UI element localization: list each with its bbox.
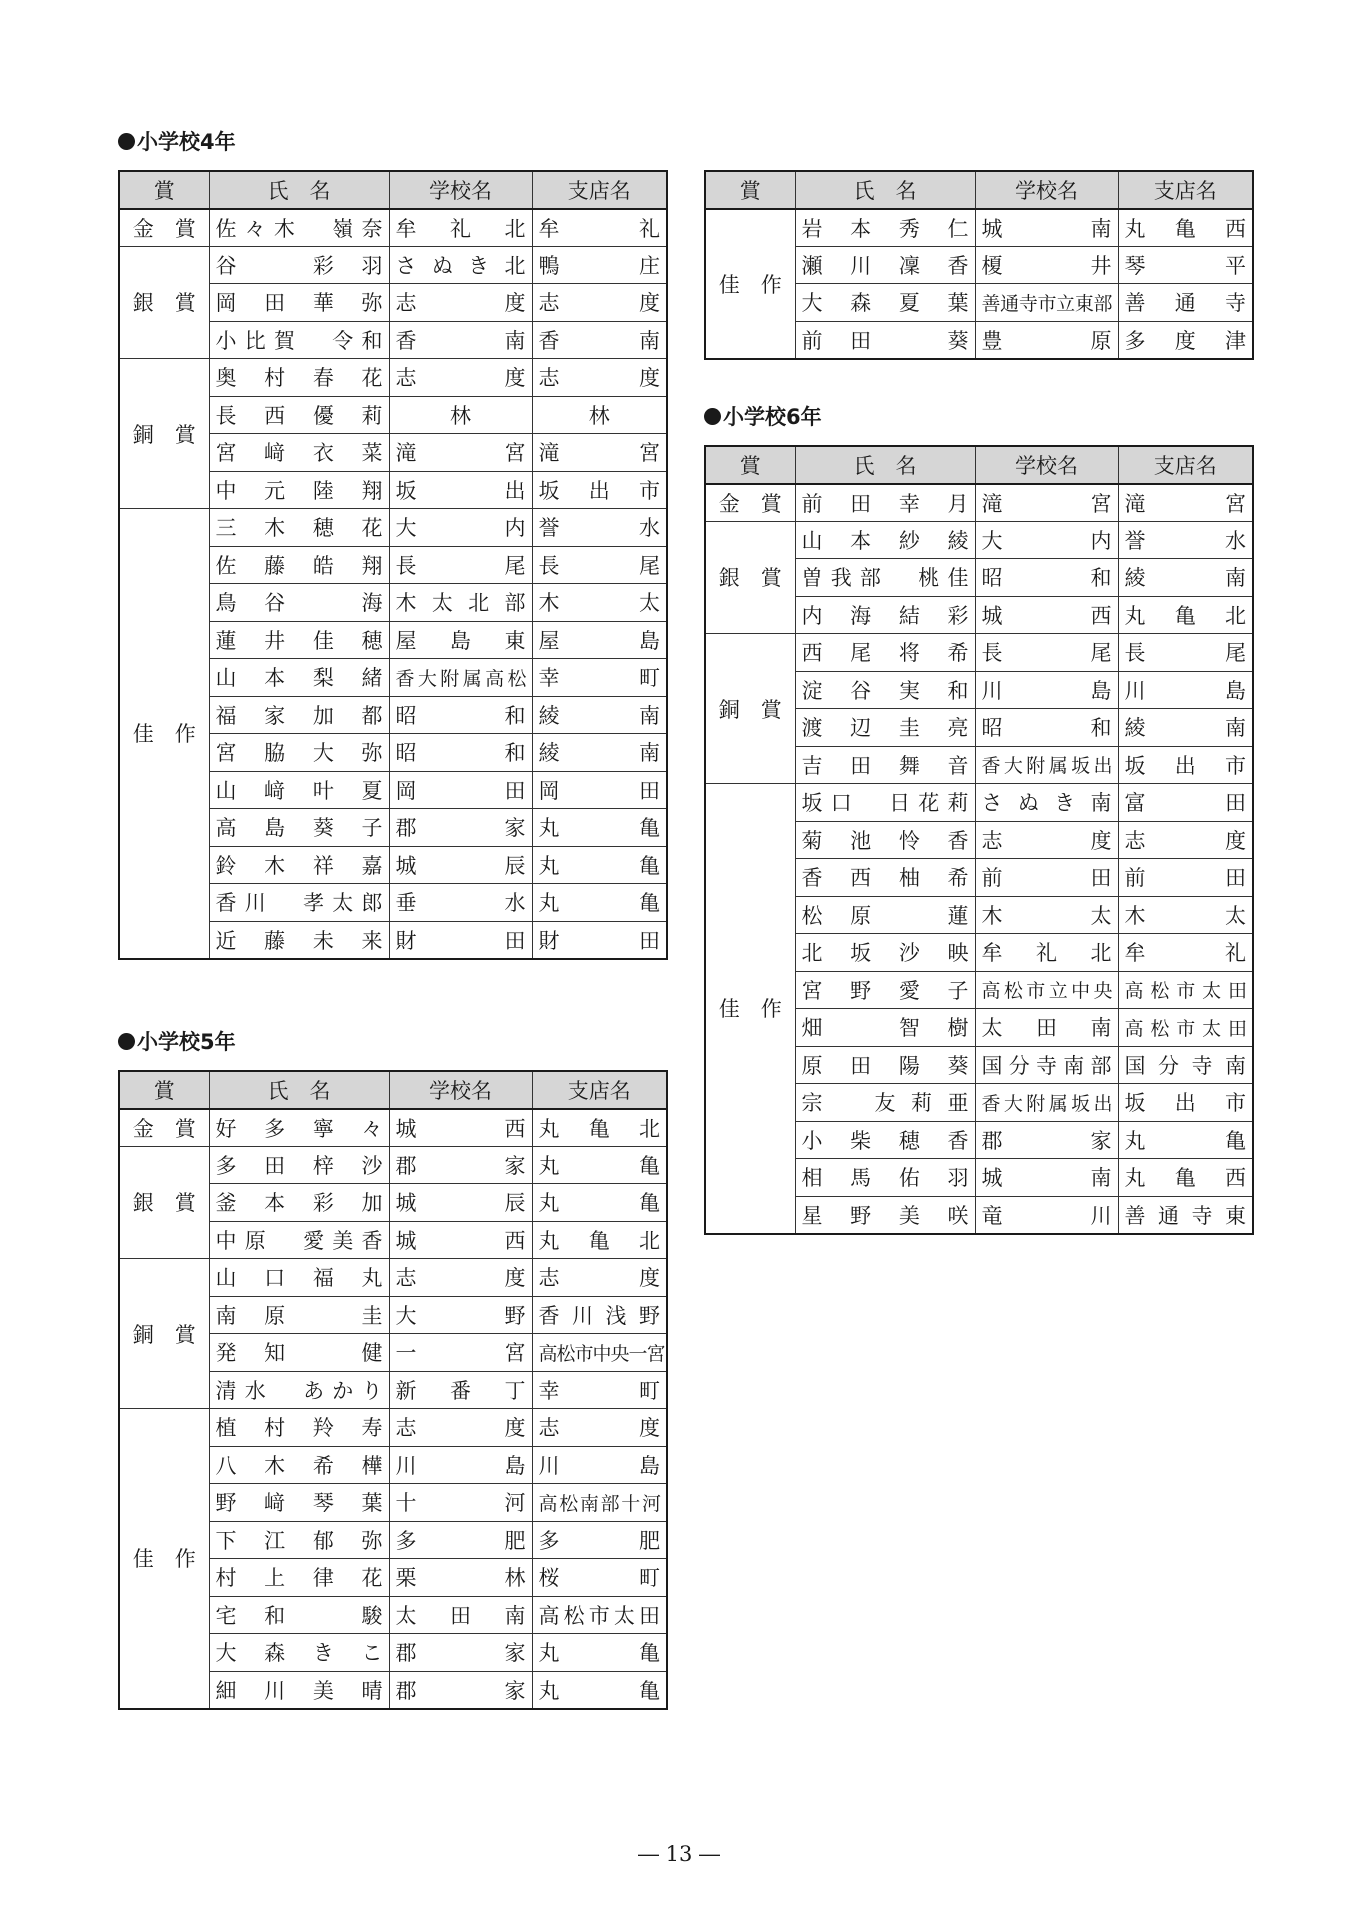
school-cell: さぬき南 [975, 784, 1118, 822]
name-cell: 鳥谷 海 [209, 584, 389, 622]
branch-cell: 綾南 [532, 696, 667, 734]
school-cell: 志度 [389, 1259, 532, 1297]
prize-cell: 金 賞 [705, 484, 795, 522]
header-row [705, 446, 1253, 484]
school-cell: 郡家 [975, 1121, 1118, 1159]
name-cell: 曽我部 桃佳 [795, 559, 975, 597]
school-cell: 十河 [389, 1484, 532, 1522]
branch-cell: 川島 [532, 1446, 667, 1484]
school-cell: 城南 [975, 1159, 1118, 1197]
name-cell: 前田 葵 [795, 321, 975, 359]
school-cell: 城南 [975, 209, 1118, 247]
prize-cell: 佳 作 [119, 509, 209, 959]
branch-cell: 牟礼 [532, 209, 667, 247]
branch-cell: 高松市中央一宮 [532, 1334, 667, 1372]
school-cell: 木太北部 [389, 584, 532, 622]
school-cell: 川島 [389, 1446, 532, 1484]
branch-cell: 綾南 [1118, 559, 1253, 597]
name-cell: 近藤未来 [209, 921, 389, 959]
branch-cell: 善通寺 [1118, 284, 1253, 322]
prize-cell: 金 賞 [119, 1109, 209, 1147]
header-name: 氏 名 [209, 171, 389, 209]
school-cell: 昭和 [975, 709, 1118, 747]
awards-table-grade4-continued [704, 170, 1254, 360]
name-cell: 渡辺圭亮 [795, 709, 975, 747]
header-name: 氏 名 [795, 446, 975, 484]
school-cell: 郡家 [389, 1671, 532, 1709]
branch-cell: 多肥 [532, 1521, 667, 1559]
name-cell: 香西柚希 [795, 859, 975, 897]
prize-cell: 銀 賞 [119, 246, 209, 359]
header-row [119, 171, 667, 209]
name-cell: 山口福丸 [209, 1259, 389, 1297]
name-cell: 山﨑叶夏 [209, 771, 389, 809]
name-cell: 三木穂花 [209, 509, 389, 547]
table-row [705, 521, 1253, 559]
awards-table-grade4 [118, 170, 668, 960]
name-cell: 野﨑琴葉 [209, 1484, 389, 1522]
school-cell: 豊原 [975, 321, 1118, 359]
name-cell: 瀬川凜香 [795, 246, 975, 284]
name-cell: 村上律花 [209, 1559, 389, 1597]
prize-cell: 銀 賞 [119, 1146, 209, 1259]
bullet-icon [118, 1033, 135, 1050]
school-cell: 昭和 [389, 696, 532, 734]
school-cell: 大内 [389, 509, 532, 547]
name-cell: 松原 蓮 [795, 896, 975, 934]
school-cell: 太田南 [975, 1009, 1118, 1047]
name-cell: 山本紗綾 [795, 521, 975, 559]
school-cell: 香南 [389, 321, 532, 359]
name-cell: 吉田舞音 [795, 746, 975, 784]
branch-cell: 長尾 [1118, 634, 1253, 672]
school-cell: 城辰 [389, 846, 532, 884]
branch-cell: 坂出市 [532, 471, 667, 509]
school-cell: 城辰 [389, 1184, 532, 1222]
name-cell: 細川美晴 [209, 1671, 389, 1709]
branch-cell: 屋島 [532, 621, 667, 659]
prize-cell: 佳 作 [705, 209, 795, 359]
branch-cell: 高松南部十河 [532, 1484, 667, 1522]
name-cell: 多田梓沙 [209, 1146, 389, 1184]
header-prize: 賞 [705, 171, 795, 209]
branch-cell: 幸町 [532, 1371, 667, 1409]
branch-cell: 丸亀北 [1118, 596, 1253, 634]
header-school: 学校名 [975, 171, 1118, 209]
page-number: ― 13 ― [637, 1842, 721, 1866]
school-cell: 多肥 [389, 1521, 532, 1559]
school-cell: 香大附属高松 [389, 659, 532, 697]
header-branch: 支店名 [1118, 171, 1253, 209]
name-cell: 宮脇大弥 [209, 734, 389, 772]
branch-cell: 誉水 [1118, 521, 1253, 559]
name-cell: 植村羚寿 [209, 1409, 389, 1447]
table-row [705, 784, 1253, 822]
branch-cell: 鴨庄 [532, 246, 667, 284]
name-cell: 大森夏葉 [795, 284, 975, 322]
school-cell: 香大附属坂出 [975, 1084, 1118, 1122]
branch-cell: 幸町 [532, 659, 667, 697]
branch-cell: 岡田 [532, 771, 667, 809]
table-row [119, 359, 667, 397]
school-cell: 志度 [389, 284, 532, 322]
heading-grade4: 小学校4年 [118, 130, 236, 154]
name-cell: 小柴穂香 [795, 1121, 975, 1159]
branch-cell: 林 [532, 396, 667, 434]
school-cell: 滝宮 [389, 434, 532, 472]
school-cell: 垂水 [389, 884, 532, 922]
school-cell: 城西 [975, 596, 1118, 634]
name-cell: 北坂沙映 [795, 934, 975, 972]
branch-cell: 丸亀北 [532, 1221, 667, 1259]
name-cell: 岡田華弥 [209, 284, 389, 322]
school-cell: 長尾 [389, 546, 532, 584]
branch-cell: 丸亀 [532, 809, 667, 847]
name-cell: 菊池怜香 [795, 821, 975, 859]
branch-cell: 丸亀 [532, 884, 667, 922]
branch-cell: 誉水 [532, 509, 667, 547]
header-name: 氏 名 [209, 1071, 389, 1109]
branch-cell: 多度津 [1118, 321, 1253, 359]
header-school: 学校名 [389, 1071, 532, 1109]
name-cell: 中元陸翔 [209, 471, 389, 509]
name-cell: 好多寧々 [209, 1109, 389, 1147]
school-cell: 郡家 [389, 1634, 532, 1672]
name-cell: 宮野愛子 [795, 971, 975, 1009]
school-cell: 志度 [389, 1409, 532, 1447]
branch-cell: 志度 [1118, 821, 1253, 859]
table-row [705, 634, 1253, 672]
name-cell: 中原 愛美香 [209, 1221, 389, 1259]
awards-table-grade6 [704, 445, 1254, 1235]
branch-cell: 川島 [1118, 671, 1253, 709]
table-row [119, 1109, 667, 1147]
school-cell: 国分寺南部 [975, 1046, 1118, 1084]
heading-grade5: 小学校5年 [118, 1030, 236, 1054]
branch-cell: 財田 [532, 921, 667, 959]
header-prize: 賞 [705, 446, 795, 484]
name-cell: 小比賀 令和 [209, 321, 389, 359]
branch-cell: 丸亀北 [532, 1109, 667, 1147]
name-cell: 宮﨑衣菜 [209, 434, 389, 472]
school-cell: 坂出 [389, 471, 532, 509]
name-cell: 相馬佑羽 [795, 1159, 975, 1197]
name-cell: 福家加都 [209, 696, 389, 734]
prize-cell: 佳 作 [119, 1409, 209, 1709]
name-cell: 岩本秀仁 [795, 209, 975, 247]
school-cell: 前田 [975, 859, 1118, 897]
name-cell: 西尾将希 [795, 634, 975, 672]
branch-cell: 志度 [532, 1259, 667, 1297]
name-cell: 奥村春花 [209, 359, 389, 397]
school-cell: 郡家 [389, 809, 532, 847]
prize-cell: 銀 賞 [705, 521, 795, 634]
name-cell: 畑 智樹 [795, 1009, 975, 1047]
branch-cell: 丸亀 [1118, 1121, 1253, 1159]
name-cell: 谷 彩羽 [209, 246, 389, 284]
school-cell: 昭和 [975, 559, 1118, 597]
school-cell: 川島 [975, 671, 1118, 709]
name-cell: 宅和 駿 [209, 1596, 389, 1634]
table-row [119, 209, 667, 247]
school-cell: 竜川 [975, 1196, 1118, 1234]
name-cell: 淀谷実和 [795, 671, 975, 709]
school-cell: 郡家 [389, 1146, 532, 1184]
branch-cell: 香南 [532, 321, 667, 359]
branch-cell: 高松市太田 [1118, 971, 1253, 1009]
branch-cell: 木太 [532, 584, 667, 622]
prize-cell: 銅 賞 [705, 634, 795, 784]
school-cell: 木太 [975, 896, 1118, 934]
name-cell: 内海結彩 [795, 596, 975, 634]
branch-cell: 志度 [532, 284, 667, 322]
school-cell: 滝宮 [975, 484, 1118, 522]
name-cell: 長西優莉 [209, 396, 389, 434]
school-cell: 大野 [389, 1296, 532, 1334]
school-cell: 善通寺市立東部 [975, 284, 1118, 322]
name-cell: 佐々木 嶺奈 [209, 209, 389, 247]
header-branch: 支店名 [532, 1071, 667, 1109]
school-cell: 大内 [975, 521, 1118, 559]
school-cell: 財田 [389, 921, 532, 959]
table-row [705, 209, 1253, 247]
branch-cell: 善通寺東 [1118, 1196, 1253, 1234]
branch-cell: 志度 [532, 1409, 667, 1447]
name-cell: 鈴木祥嘉 [209, 846, 389, 884]
branch-cell: 滝宮 [1118, 484, 1253, 522]
heading-grade6: 小学校6年 [704, 405, 822, 429]
branch-cell: 高松市太田 [532, 1596, 667, 1634]
branch-cell: 丸亀西 [1118, 209, 1253, 247]
header-prize: 賞 [119, 171, 209, 209]
awards-table-grade5 [118, 1070, 668, 1710]
name-cell: 星野美咲 [795, 1196, 975, 1234]
bullet-icon [704, 408, 721, 425]
branch-cell: 志度 [532, 359, 667, 397]
name-cell: 大森きこ [209, 1634, 389, 1672]
branch-cell: 丸亀 [532, 1184, 667, 1222]
table-row [119, 246, 667, 284]
header-name: 氏 名 [795, 171, 975, 209]
name-cell: 蓮井佳穂 [209, 621, 389, 659]
prize-cell: 銅 賞 [119, 359, 209, 509]
branch-cell: 丸亀 [532, 846, 667, 884]
name-cell: 原田陽葵 [795, 1046, 975, 1084]
branch-cell: 富田 [1118, 784, 1253, 822]
branch-cell: 坂出市 [1118, 1084, 1253, 1122]
branch-cell: 長尾 [532, 546, 667, 584]
school-cell: 長尾 [975, 634, 1118, 672]
branch-cell: 香川浅野 [532, 1296, 667, 1334]
branch-cell: 高松市太田 [1118, 1009, 1253, 1047]
table-row [119, 1259, 667, 1297]
school-cell: 高松市立中央 [975, 971, 1118, 1009]
prize-cell: 銅 賞 [119, 1259, 209, 1409]
name-cell: 八木希樺 [209, 1446, 389, 1484]
table-row [119, 1146, 667, 1184]
branch-cell: 木太 [1118, 896, 1253, 934]
branch-cell: 滝宮 [532, 434, 667, 472]
name-cell: 宗 友莉亜 [795, 1084, 975, 1122]
school-cell: さぬき北 [389, 246, 532, 284]
school-cell: 太田南 [389, 1596, 532, 1634]
name-cell: 発知 健 [209, 1334, 389, 1372]
name-cell: 釜本彩加 [209, 1184, 389, 1222]
school-cell: 岡田 [389, 771, 532, 809]
prize-cell: 金 賞 [119, 209, 209, 247]
branch-cell: 国分寺南 [1118, 1046, 1253, 1084]
name-cell: 高島葵子 [209, 809, 389, 847]
header-branch: 支店名 [532, 171, 667, 209]
branch-cell: 牟礼 [1118, 934, 1253, 972]
school-cell: 榎井 [975, 246, 1118, 284]
school-cell: 屋島東 [389, 621, 532, 659]
header-branch: 支店名 [1118, 446, 1253, 484]
header-school: 学校名 [389, 171, 532, 209]
school-cell: 志度 [975, 821, 1118, 859]
branch-cell: 前田 [1118, 859, 1253, 897]
school-cell: 昭和 [389, 734, 532, 772]
branch-cell: 綾南 [532, 734, 667, 772]
school-cell: 城西 [389, 1109, 532, 1147]
name-cell: 佐藤皓翔 [209, 546, 389, 584]
name-cell: 南原 圭 [209, 1296, 389, 1334]
header-row [705, 171, 1253, 209]
name-cell: 前田幸月 [795, 484, 975, 522]
branch-cell: 桜町 [532, 1559, 667, 1597]
name-cell: 坂口 日花莉 [795, 784, 975, 822]
school-cell: 林 [389, 396, 532, 434]
table-row [705, 484, 1253, 522]
branch-cell: 丸亀 [532, 1671, 667, 1709]
school-cell: 城西 [389, 1221, 532, 1259]
name-cell: 清水 あかり [209, 1371, 389, 1409]
header-school: 学校名 [975, 446, 1118, 484]
prize-cell: 佳 作 [705, 784, 795, 1234]
school-cell: 栗林 [389, 1559, 532, 1597]
name-cell: 香川 孝太郎 [209, 884, 389, 922]
branch-cell: 丸亀 [532, 1146, 667, 1184]
branch-cell: 琴平 [1118, 246, 1253, 284]
name-cell: 山本梨緒 [209, 659, 389, 697]
school-cell: 香大附属坂出 [975, 746, 1118, 784]
header-row [119, 1071, 667, 1109]
branch-cell: 丸亀 [532, 1634, 667, 1672]
name-cell: 下江郁弥 [209, 1521, 389, 1559]
school-cell: 牟礼北 [975, 934, 1118, 972]
school-cell: 牟礼北 [389, 209, 532, 247]
table-row [119, 1409, 667, 1447]
header-prize: 賞 [119, 1071, 209, 1109]
branch-cell: 坂出市 [1118, 746, 1253, 784]
branch-cell: 綾南 [1118, 709, 1253, 747]
school-cell: 志度 [389, 359, 532, 397]
school-cell: 一宮 [389, 1334, 532, 1372]
branch-cell: 丸亀西 [1118, 1159, 1253, 1197]
table-row [119, 509, 667, 547]
school-cell: 新番丁 [389, 1371, 532, 1409]
bullet-icon [118, 133, 135, 150]
